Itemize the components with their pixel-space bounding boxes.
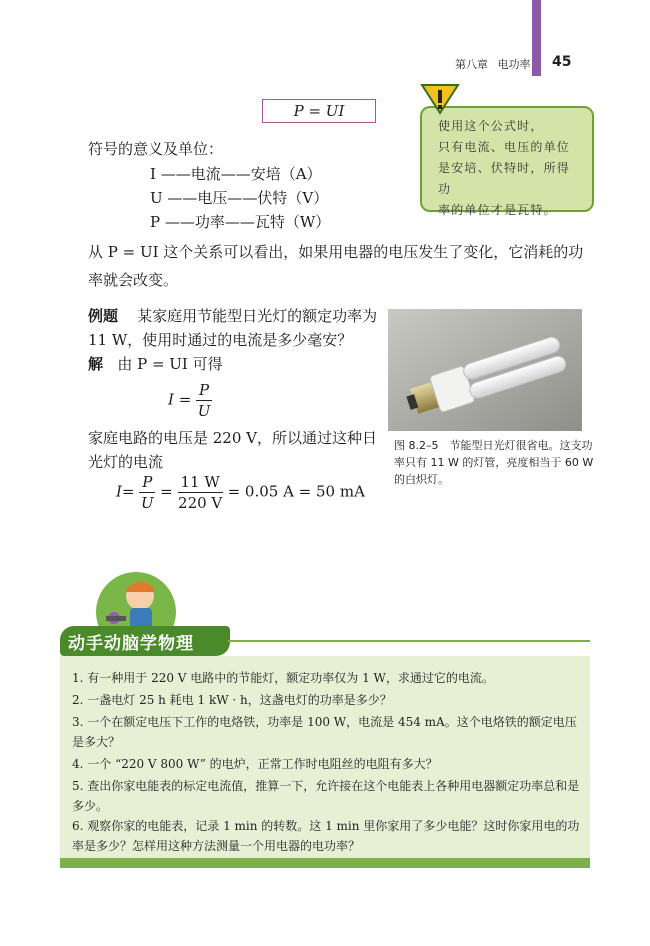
voltage-text: 家庭电路的电压是 220 V，所以通过这种日光灯的电流 (88, 429, 378, 471)
example-problem (88, 304, 380, 352)
bottom-bar (60, 858, 590, 868)
equation-1 (168, 380, 212, 421)
figure-caption: 图 8.2–5 节能型日光灯很省电。这支功率只有 11 W 的灯管，亮度相当于 60 W 的白炽灯。 (394, 439, 594, 486)
solution-text: 由 P = UI 可得 (117, 355, 223, 373)
running-header (455, 56, 537, 72)
explanation-paragraph: 从 P = UI 这个关系可以看出，如果用电器的电压发生了变化，它消耗的功率就会改变。 (88, 243, 584, 289)
chapter-title: 电功率 (497, 58, 531, 71)
symbol-row-power: P ——功率——瓦特（W） (150, 213, 331, 231)
section-title: 动手动脑学物理 (68, 634, 194, 654)
example-label: 例题 (88, 307, 119, 325)
fraction-p-over-u-2 (139, 472, 155, 513)
question-1: 1. 有一种用于 220 V 电路中的节能灯，额定功率仅为 1 W，求通过它的电流。 (72, 671, 494, 685)
solution-label: 解 (88, 355, 104, 373)
equation-1-lhs: I = (168, 390, 192, 409)
fraction-denominator: U (141, 494, 154, 512)
fraction-denominator: 220 V (178, 494, 223, 512)
fraction-values (178, 472, 223, 513)
equation-2-lhs: I= (116, 482, 135, 501)
fraction-p-over-u (196, 380, 212, 421)
formula-box: P = UI (262, 99, 376, 123)
equals-sign: = (160, 482, 173, 501)
warning-icon (420, 83, 460, 115)
question-4: 4. 一个 “220 V 800 W” 的电炉，正常工作时电阻丝的电阻有多大？ (72, 757, 438, 771)
fraction-numerator: P (139, 472, 155, 493)
equation-2-result: = 0.05 A = 50 mA (227, 482, 365, 501)
fraction-numerator: P (196, 380, 212, 401)
solution-line (88, 352, 223, 376)
symbols-heading: 符号的意义及单位： (88, 140, 224, 158)
symbol-row-current: I ——电流——安培（A） (150, 165, 322, 183)
question-5: 5. 查出你家电能表的标定电流值，推算一下，允许接在这个电能表上各种用电器额定功率总和是多少。 (72, 779, 580, 813)
chapter-number: 第八章 (455, 58, 488, 71)
section-divider (228, 640, 590, 642)
symbol-row-voltage: U ——电压——伏特（V） (150, 189, 329, 207)
question-6: 6. 观察你家的电能表，记录 1 min 的转数。这 1 min 里你家用了多少电能？这时你家用电的功率是多少？怎样用这种方法测量一个用电器的电功率？ (72, 819, 580, 853)
page-number: 45 (552, 54, 572, 70)
fraction-numerator: 11 W (178, 472, 223, 493)
example-text: 某家庭用节能型日光灯的额定功率为 11 W，使用时通过的电流是多少毫安？ (88, 307, 378, 349)
equation-2 (116, 472, 365, 513)
energy-saving-lamp-photo (388, 309, 582, 431)
question-3: 3. 一个在额定电压下工作的电烙铁，功率是 100 W，电流是 454 mA。这个电烙铁的额定电压是多大？ (72, 715, 577, 749)
tip-text: 使用这个公式时， 只有电流、电压的单位 是安培、伏特时，所得功 率的单位才是瓦特。 (438, 119, 571, 217)
fraction-denominator: U (197, 402, 211, 420)
question-2: 2. 一盏电灯 25 h 耗电 1 kW · h，这盏电灯的功率是多少？ (72, 693, 392, 707)
